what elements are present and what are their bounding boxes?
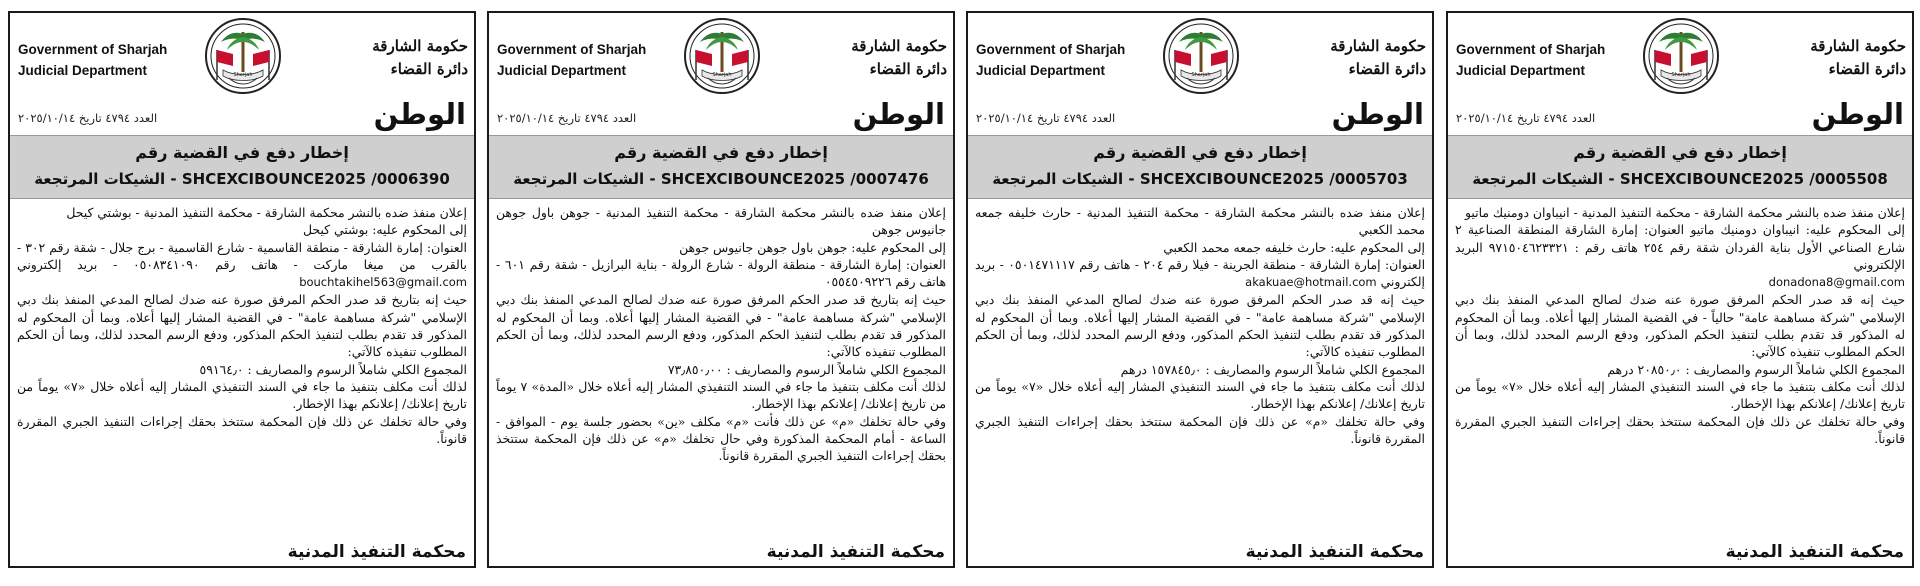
sharjah-emblem-icon [1161,16,1241,96]
newspaper-logo: الوطن [373,97,466,131]
gov-english [976,39,1125,81]
court-signature: محكمة التنفيذ المدنية [1245,542,1424,562]
dept-name-ar: دائرة القضاء [390,60,468,78]
newspaper-logo: الوطن [1331,97,1424,131]
gov-english [1456,39,1605,81]
emblem-label: Sharjah [1191,72,1211,78]
emblem-label: Sharjah [233,72,253,78]
dept-name-en: Judicial Department [1456,63,1586,78]
sharjah-emblem-icon [203,16,283,96]
case-number: SHCEXCIBOUNCE2025 /0005703 - الشيكات المرتجعة [992,170,1408,188]
notice-3 [966,11,1434,568]
issue-info: العدد ٤٧٩٤ تاريخ ٢٠٢٥/١٠/١٤ [976,111,1116,125]
notice-body [10,199,474,447]
obligation: لذلك أنت مكلف بتنفيذ ما جاء في السند التنفيذي المشار إليه أعلاه خلال «٧» يوماً من تاريخ إعلانك/ إعلانكم بهذا الإخطار. [17,378,467,412]
gov-arabic [1810,35,1906,81]
court-signature: محكمة التنفيذ المدنية [287,542,466,562]
court-signature: محكمة التنفيذ المدنية [766,542,945,562]
judgment-text: حيث إنه قد صدر الحكم المرفق صورة عنه ضدك لصالح المدعي المنفذ بنك دبي الإسلامي "شركة مساهمة عامة" - في القضية المشار إليها أعلاه. وبما أن المحكوم له المذكور قد تقدم بطلب لتنفيذ الحكم المذكور، ودفع الرسم المحدد لذلك، وبما أن الحكم المطلوب تنفيذه كالآتي: [975,292,1425,360]
notice-title: إخطار دفع في القضية رقم [135,143,349,162]
gov-name-ar: حكومة الشارقة [1810,37,1906,55]
case-number: SHCEXCIBOUNCE2025 /0005508 - الشيكات المرتجعة [1472,170,1888,188]
title-band [1448,135,1912,199]
announcement: إعلان منفذ ضده بالنشر محكمة الشارقة - محكمة التنفيذ المدنية - جوهن باول جوهن جانيوس جوهن [496,205,946,238]
announcement: إعلان منفذ ضده بالنشر محكمة الشارقة - محكمة التنفيذ المدنية - انيباوان دومنيك ماتيو [1464,205,1905,220]
address [17,239,467,292]
address-text: العنوان: إمارة الشارقة - منطقة القاسمية - شارع القاسمية - برج جلال - شقة رقم ٣٠٢ - بالقرب من ميغا ماركت - هاتف رقم ٠٥٠٨٣٤١٠٩٠ - بريد إلكتروني [17,239,467,272]
dept-name-en: Judicial Department [976,63,1106,78]
gov-name-en: Government of Sharjah [18,42,168,57]
email-address: donadona8@gmail.com [1768,275,1905,290]
title-band [10,135,474,199]
notice-body [1448,199,1912,447]
notice-header [968,13,1432,95]
newspaper-row [489,95,953,135]
total-amount: المجموع الكلي شاملاً الرسوم والمصاريف : ٢٠٨٥٠٫٠ درهم [1607,361,1905,377]
newspaper-row [1448,95,1912,135]
address [1455,273,1905,291]
gov-arabic [372,35,468,81]
defendant: إلى المحكوم عليه: انيباوان دومنيك ماتيو العنوان: إمارة الشارقة المنطقة الصناعية ٢ شارع الصناعي الأول بناية الفردان شقة رقم ٢٥٤ هاتف رقم : ٩٧١٥٠٤٦٢٣٣٢١ البريد الإلكتروني [1455,222,1905,272]
sharjah-emblem-icon [682,16,762,96]
enforcement-warning: وفي حالة تخلفك «م» عن ذلك فأنت «م» مكلف «ين» بحضور جلسة يوم - الموافق - الساعة - أمام المحكمة المذكورة وفي حال تخلفك «م» عن ذلك فإن المحكمة ستتخذ بحقك إجراءات التنفيذ الجبري المقررة قانوناً. [496,413,946,464]
gov-name-ar: حكومة الشارقة [851,37,947,55]
newspaper-row [10,95,474,135]
email-address: akakuae@hotmail.com [1245,275,1377,290]
emblem-label: Sharjah [1671,72,1691,78]
dept-name-en: Judicial Department [497,63,627,78]
title-band [968,135,1432,199]
notice-body [489,199,953,464]
newspaper-logo: الوطن [852,97,945,131]
gov-name-en: Government of Sharjah [976,42,1126,57]
total-amount: المجموع الكلي شاملاً الرسوم والمصاريف : ٥٩١٦٤٫٠ [199,361,467,377]
notice-header [10,13,474,95]
dept-name-en: Judicial Department [18,63,148,78]
judgment-text: حيث إنه بتاريخ قد صدر الحكم المرفق صورة عنه ضدك لصالح المدعي المنفذ بنك دبي الإسلامي "شركة مساهمة عامة" - في القضية المشار إليها أعلاه. وبما أن المحكوم له المذكور قد تقدم بطلب لتنفيذ الحكم المذكور، ودفع الرسم المحدد لذلك، وبما أن الحكم المطلوب تنفيذه كالآتي: [17,292,467,360]
defendant: إلى المحكوم عليه: بوشتي كيحل [303,222,467,238]
court-signature: محكمة التنفيذ المدنية [1725,542,1904,562]
gov-name-en: Government of Sharjah [497,42,647,57]
gov-arabic [851,35,947,81]
gov-arabic [1330,35,1426,81]
notice-body [968,199,1432,447]
obligation: لذلك أنت مكلف بتنفيذ ما جاء في السند التنفيذي المشار إليه أعلاه خلال «٧» يوماً من تاريخ إعلانك/ إعلانكم بهذا الإخطار. [975,378,1425,412]
notice-4 [1446,11,1914,568]
defendant: إلى المحكوم عليه: جوهن باول جوهن جانيوس جوهن [679,239,946,255]
address-text: العنوان: إمارة الشارقة - منطقة الرولة - شارع الرولة - بناية البرازيل - شقة رقم ٦٠١ - هاتف رقم ٠٥٥٤٥٠٩٢٢٦ [496,256,946,290]
address-text: العنوان: إمارة الشارقة - منطقة الجرينة - فيلا رقم ٢٠٤ - هاتف رقم ٠٥٠١٤٧١١١٧ - بريد إلكتروني [975,256,1426,290]
sharjah-emblem-icon [1641,16,1721,96]
notice-title: إخطار دفع في القضية رقم [1093,143,1307,162]
notice-title: إخطار دفع في القضية رقم [1573,143,1787,162]
notice-2 [487,11,955,568]
address [496,256,946,292]
judgment-text: حيث إنه قد صدر الحكم المرفق صورة عنه ضدك لصالح المدعي المنفذ بنك دبي الإسلامي "شركة مساهمة عامة" حالياً - في القضية المشار إليها أعلاه. وبما أن المحكوم له المذكور قد تقدم بطلب لتنفيذ الحكم المذكور، ودفع الرسم المحدد لذلك، وبما أن الحكم المطلوب تنفيذه كالآتي: [1455,292,1905,360]
gov-english [497,39,646,81]
dept-name-ar: دائرة القضاء [1828,60,1906,78]
judgment-text: حيث إنه بتاريخ قد صدر الحكم المرفق صورة عنه ضدك لصالح المدعي المنفذ بنك دبي الإسلامي "شركة مساهمة عامة" - في القضية المشار إليها أعلاه. وبما أن المحكوم له المذكور قد تقدم بطلب لتنفيذ الحكم المذكور، ودفع الرسم المحدد لذلك، وبما أن الحكم المطلوب تنفيذه كالآتي: [496,292,946,360]
obligation: لذلك أنت مكلف بتنفيذ ما جاء في السند التنفيذي المشار إليه أعلاه خلال «٧» يوماً من تاريخ إعلانك/ إعلانكم بهذا الإخطار. [1455,378,1905,412]
total-amount: المجموع الكلي شاملاً الرسوم والمصاريف : ١٥٧٨٤٥٫٠ درهم [1120,361,1425,377]
case-number: SHCEXCIBOUNCE2025 /0006390 - الشيكات المرتجعة [34,170,450,188]
announcement: إعلان منفذ ضده بالنشر محكمة الشارقة - محكمة التنفيذ المدنية - حارث خليفه جمعه محمد الكعبي [975,205,1425,238]
notice-header [1448,13,1912,95]
address [975,256,1425,292]
newspaper-row [968,95,1432,135]
emblem-label: Sharjah [712,72,732,78]
enforcement-warning: وفي حالة تخلفك عن ذلك فإن المحكمة ستتخذ بحقك إجراءات التنفيذ الجبري المقررة قانوناً. [1455,413,1905,446]
gov-name-ar: حكومة الشارقة [372,37,468,55]
title-band [489,135,953,199]
announcement: إعلان منفذ ضده بالنشر محكمة الشارقة - محكمة التنفيذ المدنية - بوشتي كيحل [66,205,467,220]
dept-name-ar: دائرة القضاء [1348,60,1426,78]
newspaper-logo: الوطن [1811,97,1904,131]
notice-header [489,13,953,95]
issue-info: العدد ٤٧٩٤ تاريخ ٢٠٢٥/١٠/١٤ [18,111,158,125]
enforcement-warning: وفي حالة تخلفك «م» عن ذلك فإن المحكمة ستتخذ بحقك إجراءات التنفيذ الجبري المقررة قانوناً. [975,413,1425,446]
issue-info: العدد ٤٧٩٤ تاريخ ٢٠٢٥/١٠/١٤ [1456,111,1596,125]
gov-name-en: Government of Sharjah [1456,42,1606,57]
total-amount: المجموع الكلي شاملاً الرسوم والمصاريف : ٧٣٫٨٥٠٫٠٠ [667,361,946,377]
email-address: bouchtakihel563@gmail.com [299,275,467,290]
issue-info: العدد ٤٧٩٤ تاريخ ٢٠٢٥/١٠/١٤ [497,111,637,125]
gov-name-ar: حكومة الشارقة [1330,37,1426,55]
dept-name-ar: دائرة القضاء [869,60,947,78]
defendant: إلى المحكوم عليه: حارث خليفه جمعه محمد الكعبي [1163,239,1425,255]
obligation: لذلك أنت مكلف بتنفيذ ما جاء في السند التنفيذي المشار إليه أعلاه خلال «المدة» ٧ يوماً من تاريخ إعلانك/ إعلانكم بهذا الإخطار. [496,378,946,412]
case-number: SHCEXCIBOUNCE2025 /0007476 - الشيكات المرتجعة [513,170,929,188]
enforcement-warning: وفي حالة تخلفك عن ذلك فإن المحكمة ستتخذ بحقك إجراءات التنفيذ الجبري المقررة قانوناً. [17,413,467,446]
notice-1 [8,11,476,568]
gov-english [18,39,167,81]
notice-title: إخطار دفع في القضية رقم [614,143,828,162]
